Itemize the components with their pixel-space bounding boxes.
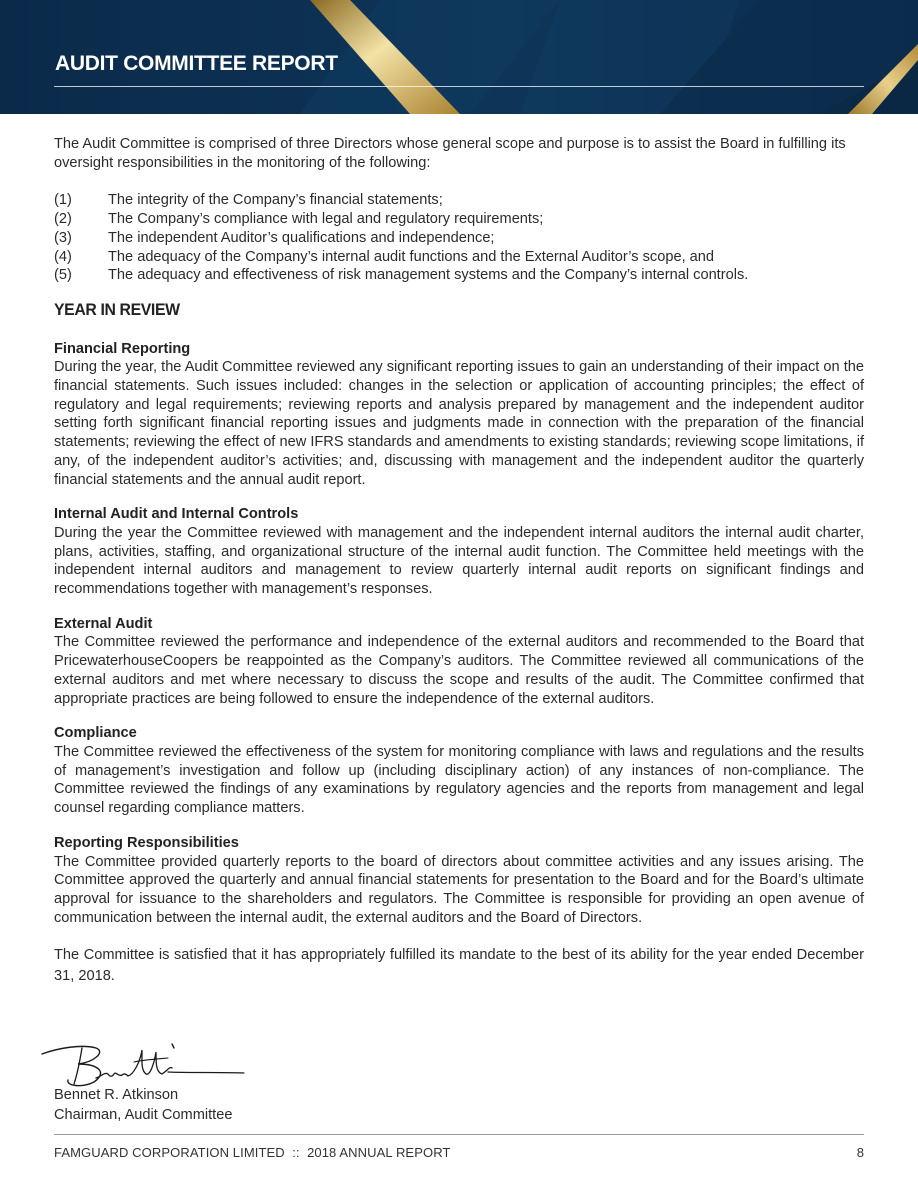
section-heading: External Audit bbox=[54, 615, 153, 632]
list-item bbox=[54, 266, 864, 285]
closing-paragraph: The Committee is satisfied that it has appropriately fulfilled its mandate to the best of its ability for the year ended December 31, 2018. bbox=[54, 947, 864, 985]
intro-paragraph: The Audit Committee is comprised of three Directors whose general scope and purpose is to assist the Board in fulfilling its oversight responsibilities in the monitoring of the following: bbox=[54, 136, 846, 171]
list-item bbox=[54, 210, 864, 229]
header-divider bbox=[54, 86, 864, 87]
section-heading: Internal Audit and Internal Controls bbox=[54, 506, 299, 523]
list-number: (3) bbox=[54, 229, 72, 246]
list-number: (4) bbox=[54, 248, 72, 265]
section-compliance bbox=[54, 724, 864, 818]
page-title: AUDIT COMMITTEE REPORT bbox=[55, 52, 338, 75]
list-number: (5) bbox=[54, 267, 72, 284]
oversight-list bbox=[54, 191, 864, 285]
header-banner bbox=[0, 0, 918, 114]
list-number: (1) bbox=[54, 192, 72, 209]
list-item bbox=[54, 229, 864, 248]
report-body bbox=[54, 135, 864, 987]
section-body: The Committee provided quarterly reports to the board of directors about committee activities and any issues arising. The Committee approved the quarterly and annual financial statements for presentation to the Board and for the Board’s ultimate approval for issuance to the shareholders and regulators. The Committee is responsible for providing an open avenue of communication between the internal audit, the external auditors and the Board of Directors. bbox=[54, 853, 864, 926]
footer-divider bbox=[54, 1134, 864, 1135]
list-text: The Company’s compliance with legal and regulatory requirements; bbox=[108, 211, 544, 228]
list-text: The adequacy of the Company’s internal audit functions and the External Auditor’s scope, and bbox=[108, 248, 715, 265]
section-body: The Committee reviewed the performance and independence of the external auditors and recommended to the Board that PricewaterhouseCoopers be reappointed as the Company’s auditors. The Committee reviewed all communications of the external auditors and met where necessary to discuss the scope and results of the audit. The Committee confirmed that appropriate practices are being followed to ensure the independence of the external auditors. bbox=[54, 634, 864, 707]
section-financial-reporting bbox=[54, 340, 864, 490]
list-number: (2) bbox=[54, 211, 72, 228]
section-heading: Compliance bbox=[54, 725, 137, 742]
section-reporting-responsibilities bbox=[54, 834, 864, 928]
list-text: The independent Auditor’s qualifications and independence; bbox=[108, 229, 495, 246]
list-item bbox=[54, 248, 864, 267]
section-title: YEAR IN REVIEW bbox=[54, 299, 180, 319]
signatory-name: Bennet R. Atkinson bbox=[54, 1087, 179, 1103]
section-body: During the year, the Audit Committee reviewed any significant reporting issues to gain an understanding of their impact on the financial statements. Such issues included: changes in the selection or application of accounting principles; the effect of regulatory and legal requirements; reviewing reports and analysis prepared by management and the independent auditor setting forth significant financial reporting issues and judgments made in connection with the preparation of the financial statements; reviewing the effect of new IFRS standards and amendments to existing standards; reviewing scope limitations, if any, of the independent auditor’s activities; and, discussing with management and the independent auditor the quarterly financial statements and the annual audit report. bbox=[54, 359, 864, 488]
section-body: During the year the Committee reviewed with management and the independent internal auditors the internal audit charter, plans, activities, staffing, and organizational structure of the internal audit function. The Committee held meetings with the independent internal auditors and management to review quarterly internal audit reports on significant findings and recommendations together with management’s responses. bbox=[54, 524, 864, 598]
section-external-audit bbox=[54, 615, 864, 709]
footer-publication: FAMGUARD CORPORATION LIMITED :: 2018 ANNUAL REPORT bbox=[54, 1145, 451, 1160]
signatory-title: Chairman, Audit Committee bbox=[54, 1107, 233, 1123]
list-text: The integrity of the Company’s financial statements; bbox=[108, 192, 443, 209]
list-item bbox=[54, 191, 864, 210]
section-internal-audit bbox=[54, 505, 864, 599]
list-text: The adequacy and effectiveness of risk management systems and the Company’s internal controls. bbox=[108, 267, 749, 284]
signatory-block bbox=[54, 1085, 232, 1125]
section-body: The Committee reviewed the effectiveness of the system for monitoring compliance with laws and regulations and the results of management’s investigation and follow up (including disciplinary action) of any instances of non-compliance. The Committee reviewed the findings of any examinations by regulatory agencies and the reports from management and legal counsel regarding compliance matters. bbox=[54, 743, 864, 817]
section-heading: Financial Reporting bbox=[54, 340, 191, 357]
page-number: 8 bbox=[856, 1145, 864, 1160]
section-heading: Reporting Responsibilities bbox=[54, 834, 239, 851]
